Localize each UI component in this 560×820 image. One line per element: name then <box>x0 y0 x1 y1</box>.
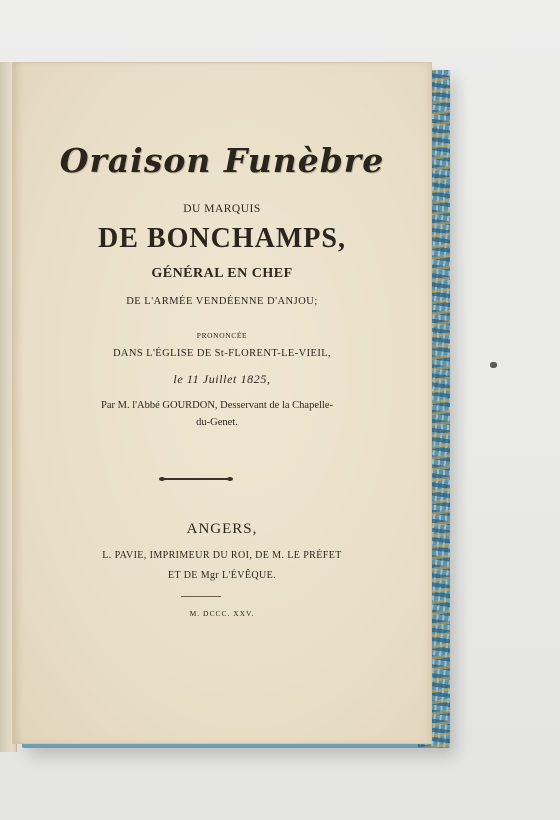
ornamental-rule <box>163 478 229 480</box>
subtitle-du-marquis: DU MARQUIS <box>183 203 261 215</box>
church-line: DANS L'ÉGLISE DE St-FLORENT-LE-VIEIL, <box>112 348 332 359</box>
author-block <box>57 397 377 431</box>
army-line: DE L'ARMÉE VENDÉENNE D'ANJOU; <box>126 296 318 307</box>
background-speck <box>490 362 497 368</box>
author-line-2: du-Genet. <box>196 417 238 428</box>
printer-line-2: ET DE Mgr L'ÉVÊQUE. <box>167 570 277 581</box>
date-line: le 11 Juillet 1825, <box>173 372 271 386</box>
title-page <box>12 62 432 744</box>
gothic-title: Oraison Funèbre <box>59 141 385 180</box>
main-name: DE BONCHAMPS, <box>98 223 346 254</box>
year-line: M. DCCC. XXV. <box>189 609 255 618</box>
city-line: ANGERS, <box>186 521 258 537</box>
prononcee-line: PRONONCÉE <box>196 331 248 340</box>
year-rule <box>181 596 221 597</box>
printer-line-1: L. PAVIE, IMPRIMEUR DU ROI, DE M. LE PRÉFET <box>102 550 342 561</box>
author-line-1: Par M. l'Abbé GOURDON, Desservant de la Chapelle- <box>101 400 333 411</box>
rank-line: GÉNÉRAL EN CHEF <box>151 266 293 281</box>
